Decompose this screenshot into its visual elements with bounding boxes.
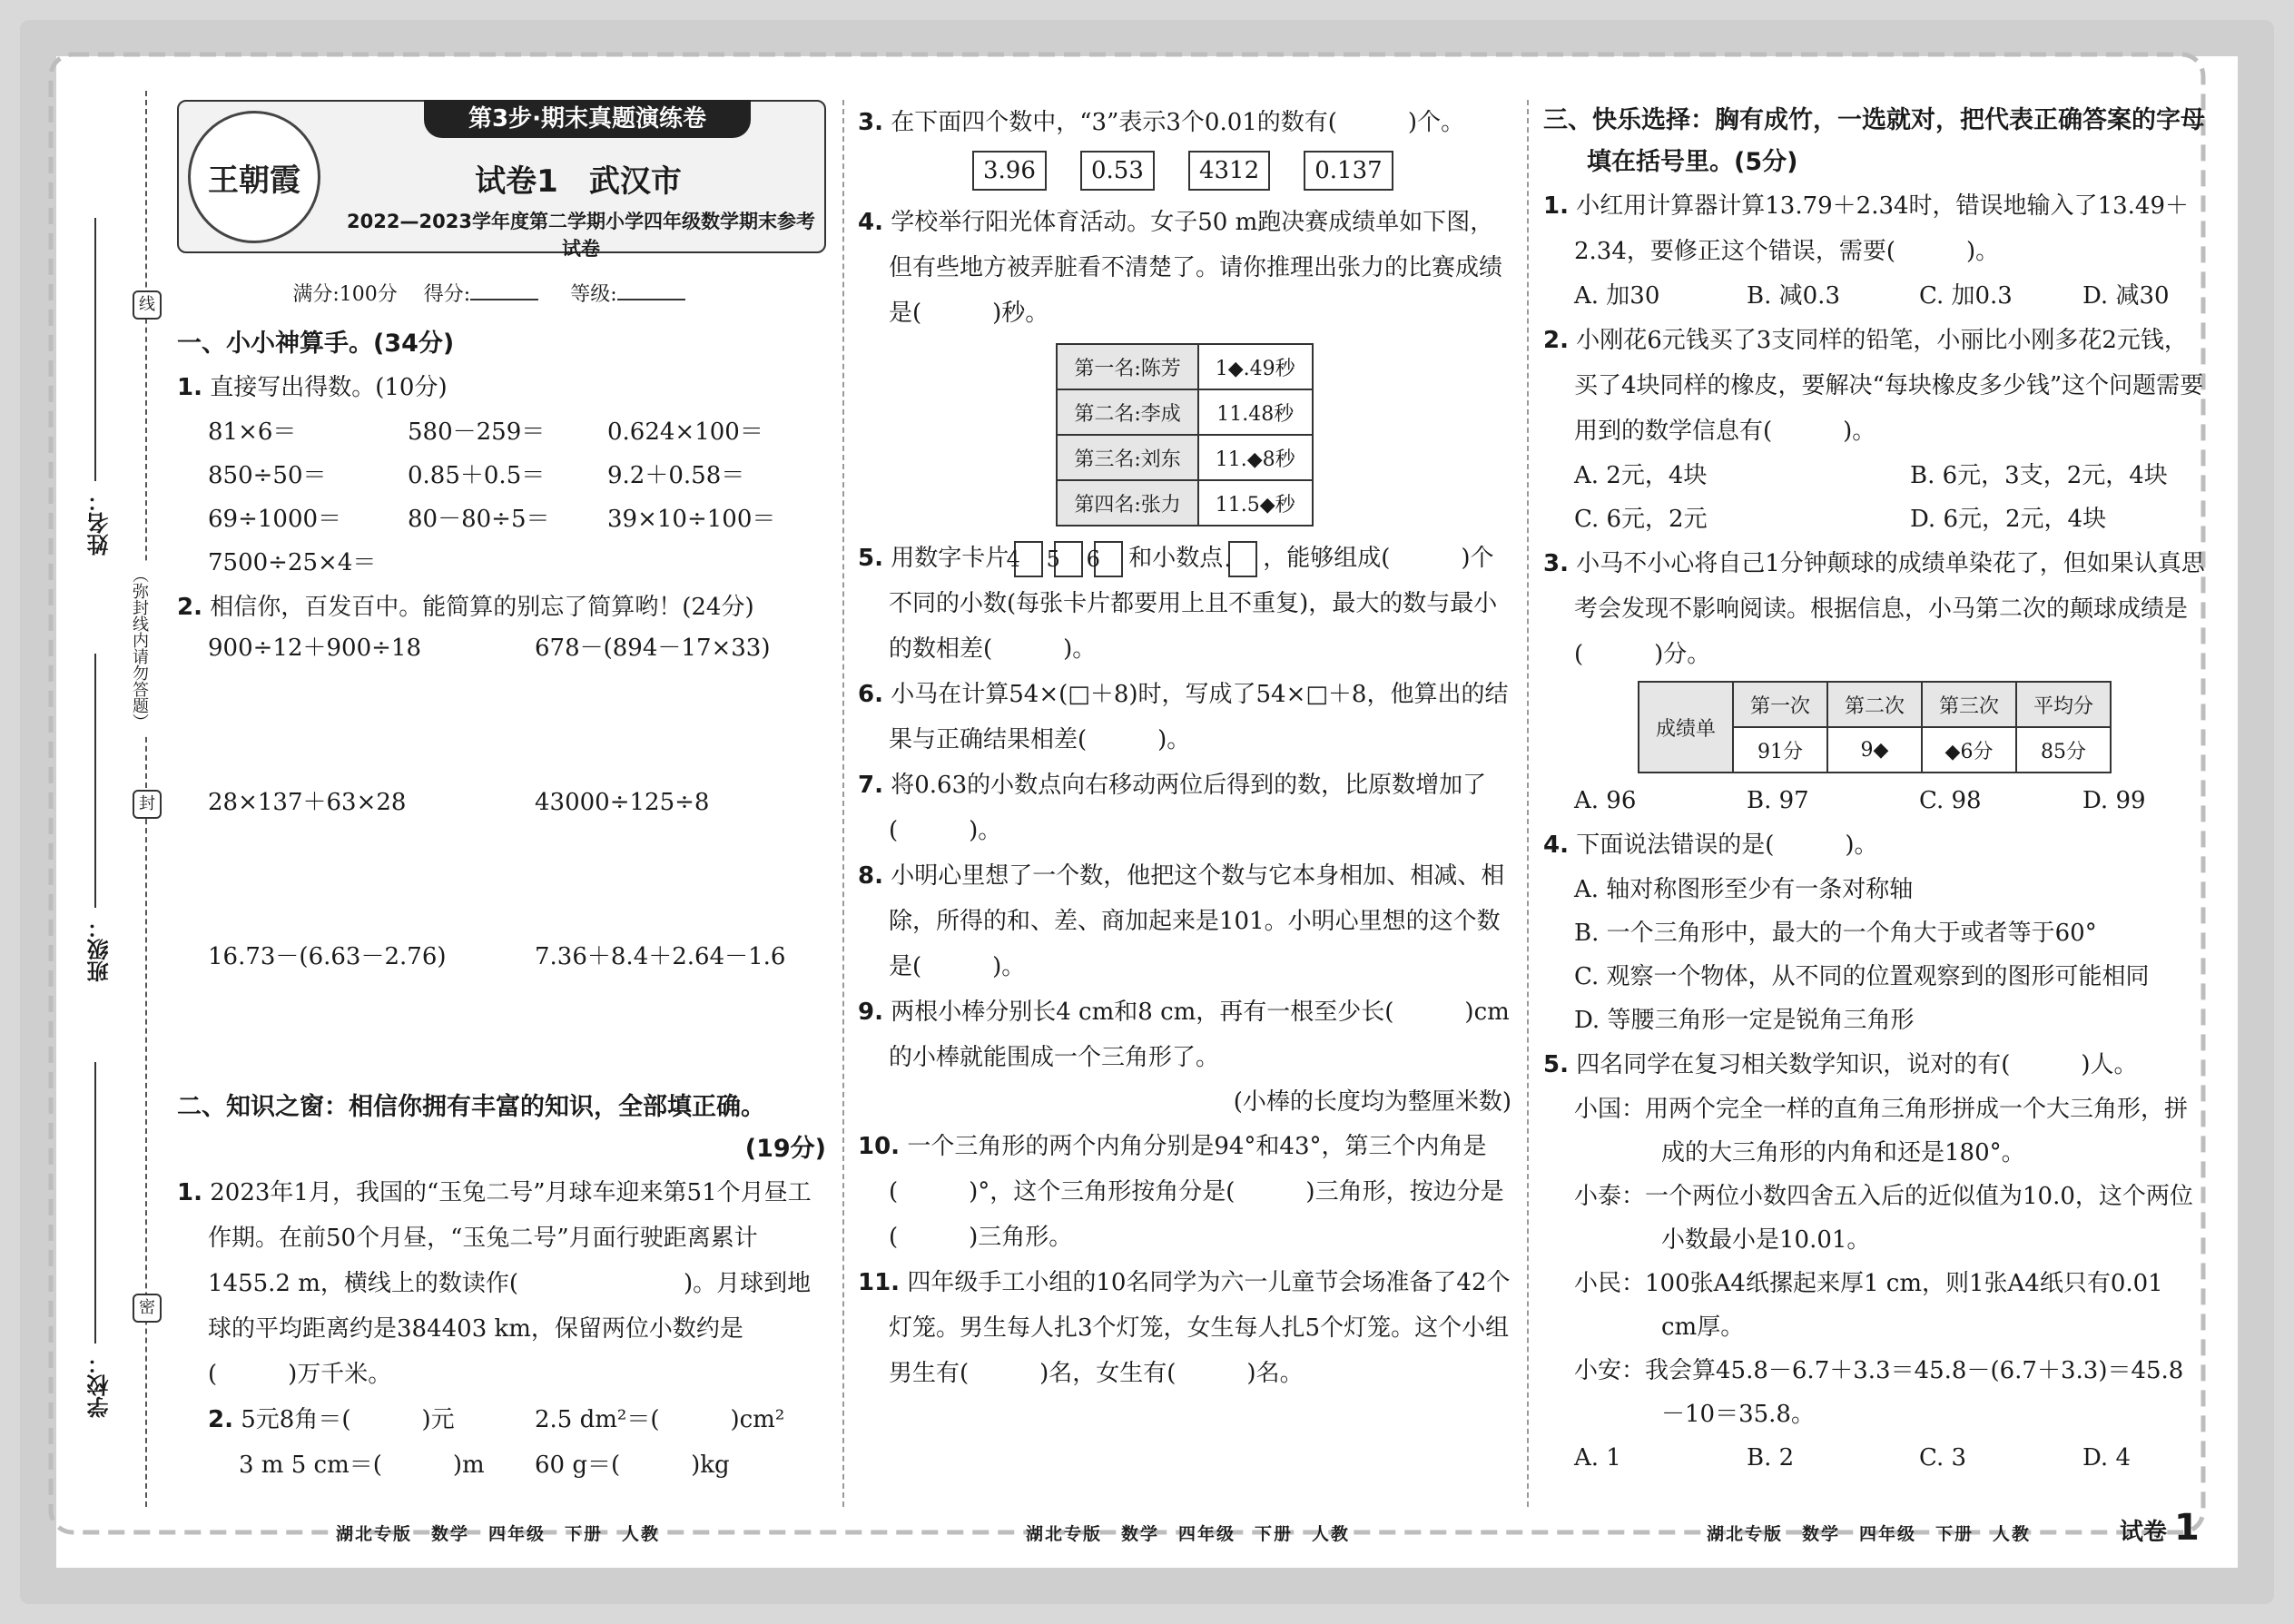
- footer-text: 湖北专版 数学 四年级 下册 人教: [1707, 1524, 2032, 1544]
- question: 5. 用数字卡片4 5 6 和小数点. ，能够组成( )个不同的小数(每张卡片都要用上且不重复)，最大的数与最小的数相差( )。: [858, 536, 1511, 672]
- option-d[interactable]: D. 99: [2082, 787, 2146, 814]
- section-2-title: 二、知识之窗：相信你拥有丰富的知识，全部填正确。: [177, 1093, 765, 1121]
- table-cell: 第一名:陈芳: [1057, 344, 1197, 389]
- convert-item: 60 g＝( )kg: [535, 1452, 730, 1479]
- calc-item: 39×10÷100＝: [607, 506, 776, 533]
- race-result-table: [1056, 343, 1313, 527]
- calc-item: 16.73－(6.63－2.76): [208, 943, 447, 970]
- section-3-title: 三、快乐选择：胸有成竹，一选就对，把代表正确答案的字母填在括号里。(5分): [1543, 106, 2205, 176]
- score-sheet-table: [1638, 681, 2112, 773]
- class-line[interactable]: [94, 654, 96, 908]
- calc-item: 80－80÷5＝: [408, 506, 550, 533]
- option-d[interactable]: D. 等腰三角形一定是锐角三角形: [1574, 1007, 1915, 1034]
- option-a[interactable]: A. 2元，4块: [1574, 462, 1708, 489]
- school-label: 学校：: [87, 1353, 113, 1418]
- question: 3. 小马不小心将自己1分钟颠球的成绩单染花了，但如果认真思考会发现不影响阅读。根据信息，小马第二次的颠球成绩是( )分。: [1543, 550, 2205, 668]
- student-statement: 小民：100张A4纸摞起来厚1 cm，则1张A4纸只有0.01 cm厚。: [1574, 1270, 2163, 1341]
- option-c[interactable]: C. 加0.3: [1919, 282, 2013, 310]
- option-b[interactable]: B. 2: [1747, 1444, 1795, 1471]
- footer-text: 湖北专版 数学 四年级 下册 人教: [1026, 1524, 1351, 1544]
- calc-item: 28×137＋63×28: [208, 789, 407, 816]
- name-label: 姓名：: [87, 490, 113, 556]
- paper-title: 试卷1 武汉市: [475, 163, 682, 200]
- table-cell: 91分: [1733, 727, 1827, 773]
- seal-note: （弥封线内请勿答题）: [127, 563, 151, 733]
- table-cell: 成绩单: [1639, 682, 1733, 773]
- table-row: [1057, 480, 1312, 526]
- cut-mark-bottom: 密: [133, 1294, 162, 1323]
- unit-convert-grid: [177, 1397, 826, 1488]
- calc-item: 81×6＝: [208, 418, 297, 446]
- calc-item: 678－(894－17×33): [535, 635, 771, 662]
- question: 3. 在下面四个数中，“3”表示3个0.01的数有( )个。: [858, 109, 1465, 136]
- column-2: [858, 100, 1511, 1396]
- calc-item: 0.624×100＝: [607, 418, 763, 446]
- paper-number: 试卷 1: [2120, 1507, 2200, 1549]
- number-box: 4312: [1188, 151, 1270, 191]
- number-box: 0.137: [1304, 151, 1393, 191]
- section-1-title: 一、小小神算手。(34分): [177, 330, 455, 358]
- step-banner: 第3步·期末真题演练卷: [424, 100, 751, 138]
- paper-header: [177, 100, 826, 260]
- grade-blank[interactable]: [617, 299, 685, 300]
- class-label: 班级：: [87, 917, 113, 982]
- question: 1. 小红用计算器计算13.79＋2.34时，错误地输入了13.49＋2.34，要修正这个错误，需要( )。: [1543, 192, 2189, 265]
- option-a[interactable]: A. 加30: [1574, 282, 1660, 310]
- footer-text: 湖北专版 数学 四年级 下册 人教: [336, 1524, 661, 1544]
- option-d[interactable]: D. 减30: [2082, 282, 2170, 310]
- digit-card: 4: [1014, 541, 1043, 577]
- calc-item: 900÷12＋900÷18: [208, 635, 421, 662]
- column-divider: [1527, 100, 1529, 1507]
- option-c[interactable]: C. 3: [1919, 1444, 1967, 1471]
- options: [1543, 779, 2206, 822]
- brand-logo: 王朝霞: [188, 111, 320, 243]
- full-score: 满分:100分: [292, 283, 398, 306]
- table-cell: 第一次: [1733, 682, 1827, 727]
- cut-mark-top: 线: [133, 290, 162, 320]
- number-boxes: [858, 151, 1511, 191]
- table-row: [1057, 344, 1312, 389]
- option-b[interactable]: B. 6元，3支，2元，4块: [1910, 462, 2168, 489]
- name-line[interactable]: [94, 218, 96, 481]
- table-cell: 第二次: [1827, 682, 1922, 727]
- student-statement: 小国：用两个完全一样的直角三角形拼成一个大三角形，拼成的大三角形的内角和还是180°。: [1574, 1096, 2189, 1166]
- cut-mark-mid: 封: [133, 790, 162, 819]
- table-cell: 第四名:张力: [1057, 480, 1197, 526]
- option-b[interactable]: B. 一个三角形中，最大的一个角大于或者等于60°: [1574, 920, 2097, 947]
- table-cell: 9◆: [1827, 727, 1922, 773]
- convert-item: 3 m 5 cm＝( )m: [239, 1452, 485, 1479]
- question-note: (小棒的长度均为整厘米数): [1233, 1088, 1511, 1116]
- table-row: [1057, 389, 1312, 435]
- school-line[interactable]: [94, 1062, 96, 1343]
- table-row: [1057, 435, 1312, 480]
- digit-card: 5: [1054, 541, 1083, 577]
- options: [1543, 274, 2206, 318]
- option-d[interactable]: D. 6元，2元，4块: [1910, 506, 2107, 533]
- score-line: [177, 279, 826, 307]
- table-cell: 第二名:李成: [1057, 389, 1197, 435]
- question: 11. 四年级手工小组的10名同学为六一儿童节会场准备了42个灯笼。男生每人扎3个灯笼，女生每人扎5个灯笼。这个小组男生有( )名，女生有( )名。: [858, 1269, 1511, 1387]
- column-1: [177, 100, 826, 1488]
- question: 1. 2023年1月，我国的“玉兔二号”月球车迎来第51个月昼工作期。在前50个月昼，“玉兔二号”月面行驶距离累计1455.2 m，横线上的数读作( )。月球到地球的平均距离约是384403 km，保留两位小数约是( )万千米。: [177, 1179, 812, 1388]
- table-cell: 1◆.49秒: [1198, 344, 1313, 389]
- question: 6. 小马在计算54×(□＋8)时，写成了54×□＋8，他算出的结果与正确结果相差( )。: [858, 681, 1509, 753]
- table-cell: 平均分: [2016, 682, 2111, 727]
- calc-item: 69÷1000＝: [208, 506, 342, 533]
- digit-card: 6: [1094, 541, 1123, 577]
- calc-item: 580－259＝: [408, 418, 546, 446]
- question: 1. 直接写出得数。(10分): [177, 374, 448, 401]
- option-a[interactable]: A. 轴对称图形至少有一条对称轴: [1574, 876, 1914, 903]
- number-box: 0.53: [1080, 151, 1155, 191]
- grade-label: 等级:: [570, 283, 617, 306]
- student-statement: 小泰：一个两位小数四舍五入后的近似值为10.0，这个两位小数最小是10.01。: [1574, 1183, 2193, 1254]
- convert-item: 2.5 dm²＝( )cm²: [535, 1406, 785, 1433]
- option-c[interactable]: C. 98: [1919, 787, 1982, 814]
- table-cell: ◆6分: [1922, 727, 2016, 773]
- table-row: [1639, 682, 2111, 727]
- table-cell: 11.48秒: [1198, 389, 1313, 435]
- table-cell: 11.5◆秒: [1198, 480, 1313, 526]
- calc-item: 9.2＋0.58＝: [607, 462, 745, 489]
- table-cell: 11.◆8秒: [1198, 435, 1313, 480]
- column-divider: [842, 100, 844, 1507]
- question: 7. 将0.63的小数点向右移动两位后得到的数，比原数增加了( )。: [858, 772, 1487, 844]
- convert-item: 2. 5元8角＝( )元: [208, 1406, 455, 1433]
- options: [1543, 1436, 2206, 1480]
- table-cell: 第三次: [1922, 682, 2016, 727]
- decimal-point-card: .: [1228, 541, 1257, 577]
- table-cell: 第三名:刘东: [1057, 435, 1197, 480]
- score-blank[interactable]: [470, 299, 538, 300]
- calc-item: 0.85＋0.5＝: [408, 462, 546, 489]
- oral-calc-grid: [177, 410, 826, 585]
- option-b[interactable]: B. 减0.3: [1747, 282, 1840, 310]
- option-c[interactable]: C. 6元，2元: [1574, 506, 1708, 533]
- calc-item: 7500÷25×4＝: [208, 549, 377, 576]
- option-b[interactable]: B. 97: [1747, 787, 1809, 814]
- calc-item: 7.36＋8.4＋2.64－1.6: [535, 943, 786, 970]
- score-label: 得分:: [423, 283, 471, 306]
- question: 8. 小明心里想了一个数，他把这个数与它本身相加、相减、相除，所得的和、差、商加起来是101。小明心里想的这个数是( )。: [858, 862, 1505, 980]
- column-3: [1543, 100, 2206, 1480]
- paper-subtitle: 2022—2023学年度第二学期小学四年级数学期末参考试卷: [347, 211, 815, 260]
- question: 5. 四名同学在复习相关数学知识，说对的有( )人。: [1543, 1051, 2138, 1078]
- question: 4. 下面说法错误的是( )。: [1543, 832, 1878, 859]
- question: 2. 相信你，百发百中。能简算的别忘了简算哟！(24分): [177, 594, 754, 621]
- table-cell: 85分: [2016, 727, 2111, 773]
- simplify-grid: [177, 630, 826, 1070]
- calc-item: 43000÷125÷8: [535, 789, 710, 816]
- calc-item: 850÷50＝: [208, 462, 327, 489]
- options: [1543, 454, 2206, 541]
- option-a[interactable]: A. 1: [1574, 1444, 1621, 1471]
- option-a[interactable]: A. 96: [1574, 787, 1637, 814]
- number-box: 3.96: [972, 151, 1047, 191]
- option-d[interactable]: D. 4: [2082, 1444, 2131, 1471]
- section-2-score: (19分): [744, 1135, 826, 1163]
- option-c[interactable]: C. 观察一个物体，从不同的位置观察到的图形可能相同: [1574, 963, 2150, 990]
- question: 10. 一个三角形的两个内角分别是94°和43°，第三个内角是( )°，这个三角形按角分是( )三角形，按边分是( )三角形。: [858, 1133, 1504, 1251]
- student-statement: 小安：我会算45.8－6.7＋3.3＝45.8－(6.7＋3.3)＝45.8－10＝35.8。: [1574, 1357, 2184, 1428]
- question: 9. 两根小棒分别长4 cm和8 cm，再有一根至少长( )cm的小棒就能围成一个三角形了。: [858, 999, 1510, 1071]
- question: 4. 学校举行阳光体育活动。女子50 m跑决赛成绩单如下图，但有些地方被弄脏看不清楚了。请你推理出张力的比赛成绩是( )秒。: [858, 209, 1503, 327]
- question: 2. 小刚花6元钱买了3支同样的铅笔，小丽比小刚多花2元钱，买了4块同样的橡皮，要解决“每块橡皮多少钱”这个问题需要用到的数学信息有( )。: [1543, 327, 2204, 445]
